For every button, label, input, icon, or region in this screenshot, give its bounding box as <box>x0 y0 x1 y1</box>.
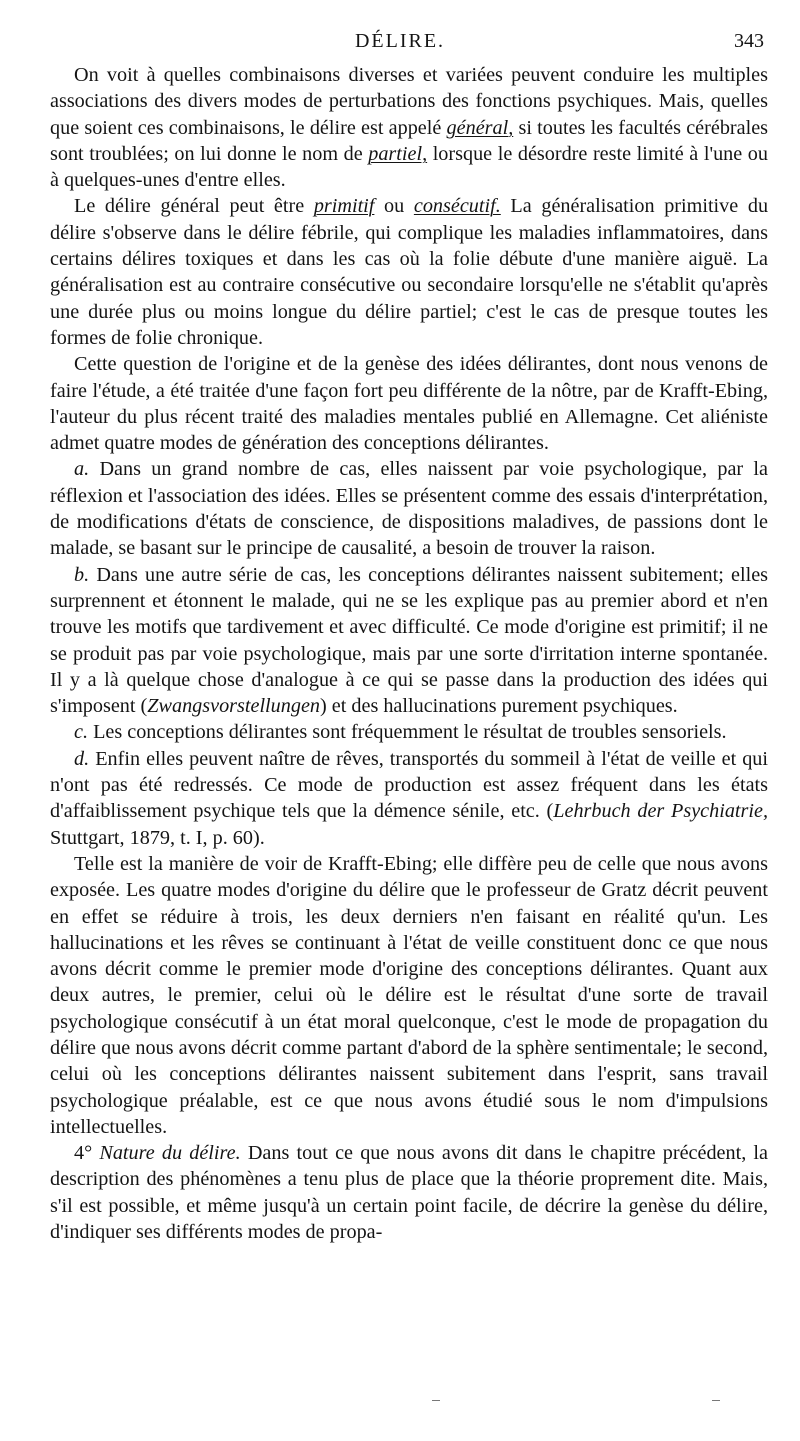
paragraph-5 <box>50 1140 768 1245</box>
paragraph-1 <box>50 62 768 193</box>
paragraph-text: si toutes les facultés cérébrales sont troublées; on lui donne le nom de <box>50 116 769 165</box>
italic-term: général, <box>446 116 514 139</box>
page-number: 343 <box>734 30 764 52</box>
paragraph-4 <box>50 851 768 1140</box>
paragraph-text: ) et des hallucinations purement psychiques. <box>320 695 678 718</box>
list-label: b. <box>74 563 90 586</box>
paragraph-text: Dans un grand nombre de cas, elles naissent par voie psychologique, par la réflexion et l'association des idées. Elles se présentent comme des essais d'interprétation, de modifications d'états de conscience, de dispositions maladives, de passions dont le malade, se basant sur le principe de causalité, a besoin de trouver la raison. <box>50 458 769 560</box>
bottom-mark-left <box>432 1400 440 1401</box>
italic-term: Zwangsvorstellungen <box>147 695 320 718</box>
list-item-b <box>50 562 768 720</box>
paragraph-text: Telle est la manière de voir de Krafft-Ebing; elle diffère peu de celle que nous avons exposée. Les quatre modes d'origine du délire que le professeur de Gratz décrit peuvent en effet se réduire à trois, les deux derniers n'en faisant en réalité qu'un. Les hallucinations et les rêves se continuant à l'état de veille constituent donc ce que nous avons décrit comme le premier mode d'origine des conceptions délirantes. Quant aux deux autres, le premier, celui où le délire est le résultat d'une sorte de travail psychologique consécutif à un état moral quelconque, c'est le mode de propagation du délire que nous avons décrit comme partant d'abord de la sphère sentimentale; le second, celui où les conceptions délirantes naissent subitement dans l'esprit, sans travail psychologique préalable, est ce que nous avons étudié sous le nom d'impulsions intellectuelles. <box>50 852 768 1138</box>
bottom-mark-right <box>712 1400 720 1401</box>
section-title: Nature du délire. <box>99 1142 241 1165</box>
italic-term: partiel, <box>368 142 428 165</box>
paragraph-2 <box>50 193 768 351</box>
paragraph-3 <box>50 351 768 456</box>
paragraph-text: lorsque le désordre reste limité à l'une ou à quelques-unes d'entre elles. <box>50 142 768 192</box>
paragraph-text: Les conceptions délirantes sont fréquemment le résultat de troubles sensoriels. <box>93 721 727 744</box>
list-item-a <box>50 456 768 561</box>
list-item-c <box>50 719 768 745</box>
italic-term: consécutif. <box>413 195 501 218</box>
list-label: d. <box>74 747 90 770</box>
list-label: a. <box>74 458 90 481</box>
italic-term: primitif <box>313 195 375 218</box>
body-text <box>50 62 768 1245</box>
italic-term: Lehrbuch der Psychiatrie, <box>553 800 768 823</box>
paragraph-text: ou <box>384 195 405 218</box>
paragraph-text: On voit à quelles combinaisons diverses et variées peuvent conduire les multiples associations des divers modes de perturbations des fonctions psychiques. Mais, quelles que soient ces combinaisons, le délire est appelé <box>50 64 768 139</box>
paragraph-text: Stuttgart, 1879, t. I, p. 60). <box>50 826 265 849</box>
list-label: c. <box>74 721 89 744</box>
paragraph-text: Dans une autre série de cas, les conceptions délirantes naissent subitement; elles surprennent et étonnent le malade, qui ne se les explique pas au premier abord et n'en trouve les motifs que tardivement et avec difficulté. Ce mode d'origine est primitif; il ne se produit pas par voie psychologique, mais par une sorte d'irritation interne spontanée. Il y a là quelque chose d'analogue à ce qui se passe dans la production des idées qui s'imposent ( <box>50 563 769 718</box>
section-number: 4° <box>74 1142 100 1165</box>
paragraph-text: Cette question de l'origine et de la genèse des idées délirantes, dont nous venons de faire l'étude, a été traitée d'une façon fort peu différente de la nôtre, par de Krafft-Ebing, l'auteur du plus récent traité des maladies mentales publié en Allemagne. Cet aliéniste admet quatre modes de génération des conceptions délirantes. <box>50 353 768 455</box>
running-head <box>0 30 800 60</box>
running-title: DÉLIRE. <box>354 30 446 52</box>
paragraph-text: La généralisation primitive du délire s'observe dans le délire fébrile, qui complique les maladies inflammatoires, dans certains délires toxiques et dans les cas où la folie débute d'une manière aiguë. La généralisation est au contraire consécutive ou secondaire lorsqu'elle ne s'établit qu'après une durée plus ou moins longue du délire partiel; c'est le cas de presque toutes les formes de folie chronique. <box>50 195 769 349</box>
paragraph-text: Enfin elles peuvent naître de rêves, transportés du sommeil à l'état de veille et qui n'ont pas été redressés. Ce mode de production est assez fréquent dans les états d'affaiblissement psychique tels que la démence sénile, etc. ( <box>50 747 769 823</box>
list-item-d <box>50 746 768 851</box>
paragraph-text: Le délire général peut être <box>74 195 305 218</box>
paragraph-text: Dans tout ce que nous avons dit dans le chapitre précédent, la description des phénomènes a tenu plus de place que la théorie proprement dite. Mais, s'il est possible, et même jusqu'à un certain point facile, de décrire la genèse du délire, d'indiquer ses différents modes de propa- <box>50 1142 769 1244</box>
